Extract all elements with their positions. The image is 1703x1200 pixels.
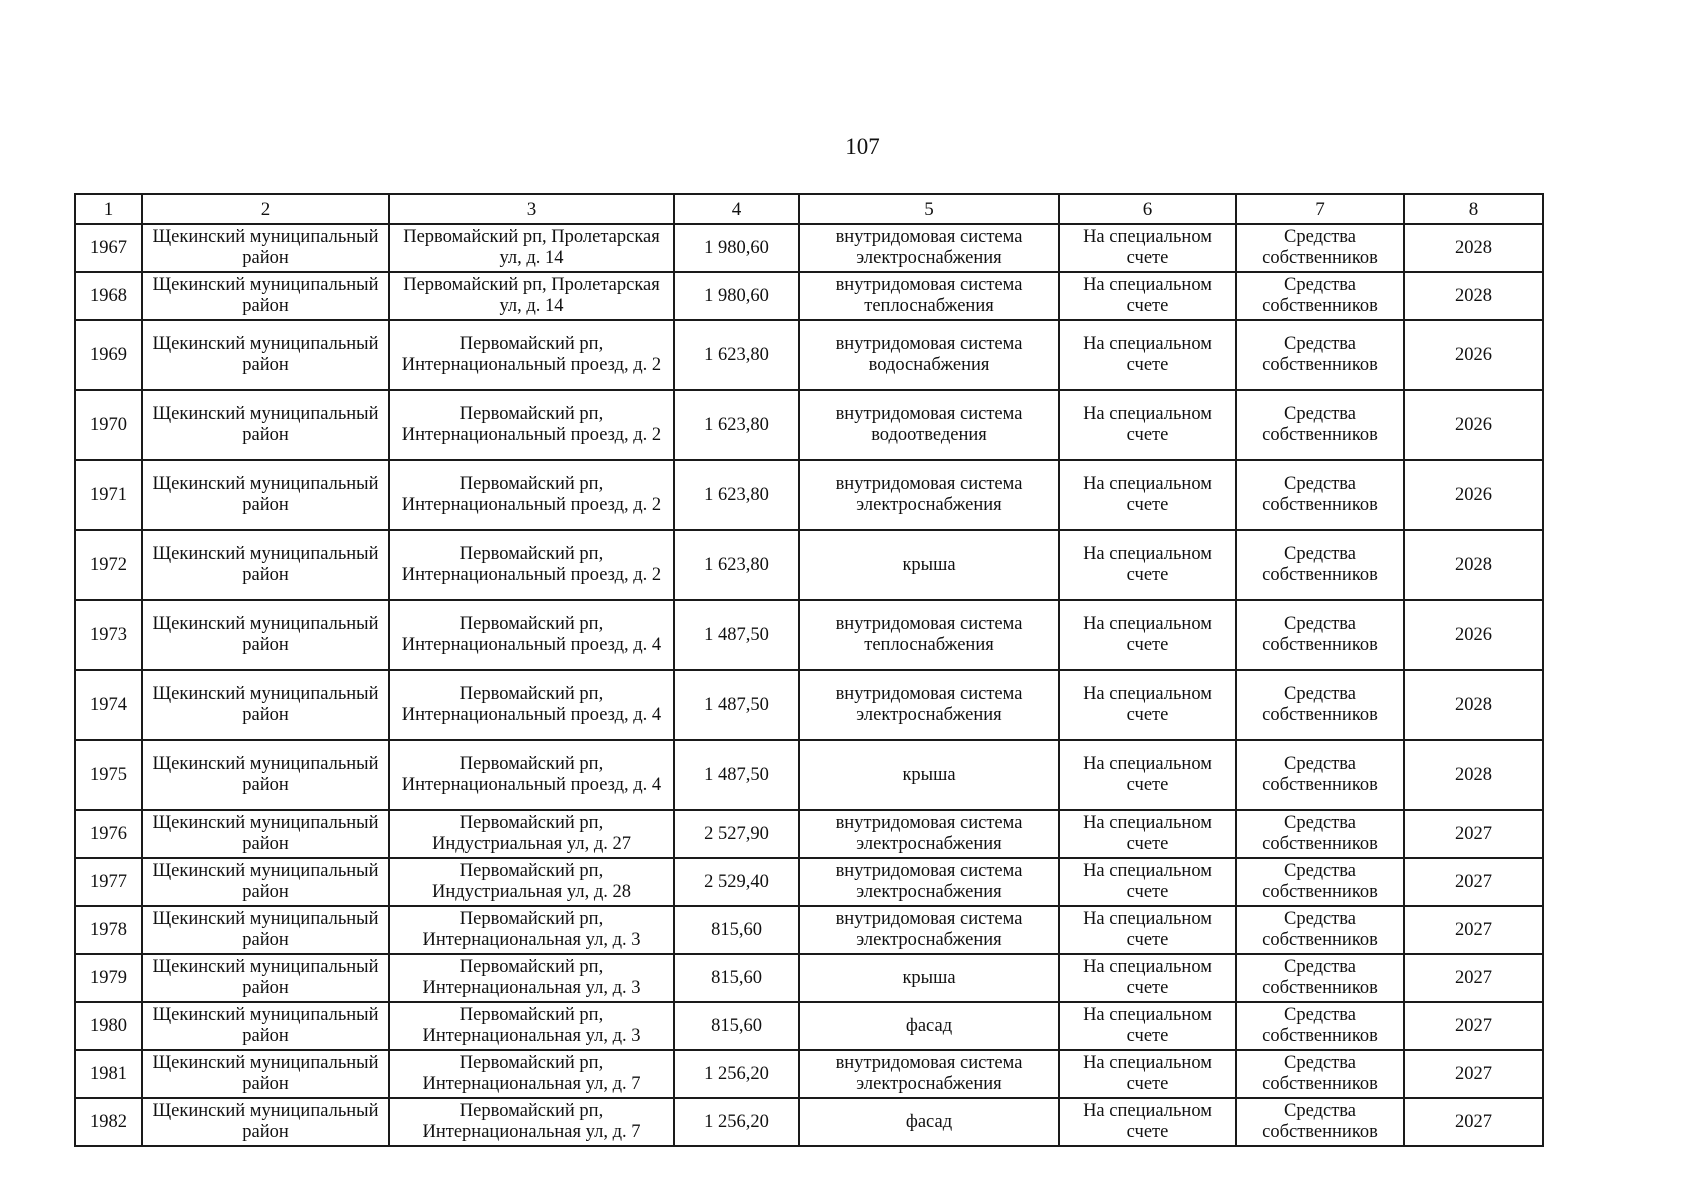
district-cell: Щекинский муниципальный район: [142, 740, 389, 810]
fund-method-cell: На специальном счете: [1059, 670, 1236, 740]
row-number-cell: 1976: [75, 810, 142, 858]
row-number-cell: 1974: [75, 670, 142, 740]
year-cell: 2027: [1404, 1002, 1543, 1050]
fund-method-cell: На специальном счете: [1059, 272, 1236, 320]
funding-source-cell: Средства собственников: [1236, 460, 1404, 530]
fund-method-cell: На специальном счете: [1059, 1098, 1236, 1146]
year-cell: 2026: [1404, 600, 1543, 670]
column-header: 1: [75, 194, 142, 224]
column-header: 2: [142, 194, 389, 224]
system-cell: фасад: [799, 1098, 1059, 1146]
funding-source-cell: Средства собственников: [1236, 954, 1404, 1002]
funding-source-cell: Средства собственников: [1236, 530, 1404, 600]
district-cell: Щекинский муниципальный район: [142, 390, 389, 460]
district-cell: Щекинский муниципальный район: [142, 1050, 389, 1098]
fund-method-cell: На специальном счете: [1059, 1050, 1236, 1098]
system-cell: крыша: [799, 530, 1059, 600]
row-number-cell: 1972: [75, 530, 142, 600]
table-row: [75, 1098, 1543, 1146]
address-cell: Первомайский рп, Интернациональная ул, д. 7: [389, 1098, 674, 1146]
table-row: [75, 858, 1543, 906]
address-cell: Первомайский рп, Интернациональный проезд, д. 4: [389, 740, 674, 810]
system-cell: крыша: [799, 740, 1059, 810]
address-cell: Первомайский рп, Интернациональный проезд, д. 4: [389, 670, 674, 740]
district-cell: Щекинский муниципальный район: [142, 530, 389, 600]
funding-source-cell: Средства собственников: [1236, 1050, 1404, 1098]
table-row: [75, 1050, 1543, 1098]
year-cell: 2026: [1404, 460, 1543, 530]
table-row: [75, 530, 1543, 600]
row-number-cell: 1973: [75, 600, 142, 670]
fund-method-cell: На специальном счете: [1059, 810, 1236, 858]
system-cell: внутридомовая система электроснабжения: [799, 460, 1059, 530]
row-number-cell: 1979: [75, 954, 142, 1002]
table-row: [75, 224, 1543, 272]
system-cell: внутридомовая система электроснабжения: [799, 670, 1059, 740]
system-cell: внутридомовая система водоснабжения: [799, 320, 1059, 390]
area-cell: 1 623,80: [674, 320, 799, 390]
row-number-cell: 1981: [75, 1050, 142, 1098]
system-cell: крыша: [799, 954, 1059, 1002]
row-number-cell: 1977: [75, 858, 142, 906]
area-cell: 1 623,80: [674, 530, 799, 600]
year-cell: 2028: [1404, 740, 1543, 810]
table-row: [75, 390, 1543, 460]
address-cell: Первомайский рп, Интернациональный проезд, д. 2: [389, 320, 674, 390]
system-cell: внутридомовая система электроснабжения: [799, 1050, 1059, 1098]
year-cell: 2028: [1404, 670, 1543, 740]
area-cell: 1 256,20: [674, 1050, 799, 1098]
district-cell: Щекинский муниципальный район: [142, 320, 389, 390]
district-cell: Щекинский муниципальный район: [142, 906, 389, 954]
row-number-cell: 1980: [75, 1002, 142, 1050]
district-cell: Щекинский муниципальный район: [142, 954, 389, 1002]
district-cell: Щекинский муниципальный район: [142, 810, 389, 858]
fund-method-cell: На специальном счете: [1059, 600, 1236, 670]
system-cell: фасад: [799, 1002, 1059, 1050]
fund-method-cell: На специальном счете: [1059, 460, 1236, 530]
fund-method-cell: На специальном счете: [1059, 1002, 1236, 1050]
table-row: [75, 600, 1543, 670]
district-cell: Щекинский муниципальный район: [142, 670, 389, 740]
district-cell: Щекинский муниципальный район: [142, 224, 389, 272]
address-cell: Первомайский рп, Интернациональная ул, д. 3: [389, 1002, 674, 1050]
address-cell: Первомайский рп, Индустриальная ул, д. 28: [389, 858, 674, 906]
funding-source-cell: Средства собственников: [1236, 224, 1404, 272]
area-cell: 2 529,40: [674, 858, 799, 906]
area-cell: 1 487,50: [674, 600, 799, 670]
column-header: 7: [1236, 194, 1404, 224]
address-cell: Первомайский рп, Индустриальная ул, д. 27: [389, 810, 674, 858]
year-cell: 2027: [1404, 954, 1543, 1002]
fund-method-cell: На специальном счете: [1059, 224, 1236, 272]
table-row: [75, 1002, 1543, 1050]
row-number-cell: 1975: [75, 740, 142, 810]
area-cell: 1 487,50: [674, 740, 799, 810]
table-row: [75, 670, 1543, 740]
row-number-cell: 1969: [75, 320, 142, 390]
year-cell: 2027: [1404, 858, 1543, 906]
column-header: 4: [674, 194, 799, 224]
fund-method-cell: На специальном счете: [1059, 740, 1236, 810]
district-cell: Щекинский муниципальный район: [142, 1002, 389, 1050]
year-cell: 2028: [1404, 530, 1543, 600]
table-row: [75, 906, 1543, 954]
fund-method-cell: На специальном счете: [1059, 858, 1236, 906]
area-cell: 1 623,80: [674, 460, 799, 530]
funding-source-cell: Средства собственников: [1236, 600, 1404, 670]
row-number-cell: 1971: [75, 460, 142, 530]
funding-source-cell: Средства собственников: [1236, 320, 1404, 390]
row-number-cell: 1978: [75, 906, 142, 954]
year-cell: 2028: [1404, 272, 1543, 320]
area-cell: 815,60: [674, 1002, 799, 1050]
district-cell: Щекинский муниципальный район: [142, 858, 389, 906]
address-cell: Первомайский рп, Интернациональная ул, д. 3: [389, 954, 674, 1002]
year-cell: 2026: [1404, 390, 1543, 460]
year-cell: 2027: [1404, 810, 1543, 858]
fund-method-cell: На специальном счете: [1059, 530, 1236, 600]
address-cell: Первомайский рп, Интернациональная ул, д. 7: [389, 1050, 674, 1098]
row-number-cell: 1970: [75, 390, 142, 460]
row-number-cell: 1982: [75, 1098, 142, 1146]
system-cell: внутридомовая система электроснабжения: [799, 858, 1059, 906]
year-cell: 2028: [1404, 224, 1543, 272]
system-cell: внутридомовая система водоотведения: [799, 390, 1059, 460]
district-cell: Щекинский муниципальный район: [142, 600, 389, 670]
system-cell: внутридомовая система электроснабжения: [799, 906, 1059, 954]
year-cell: 2027: [1404, 906, 1543, 954]
address-cell: Первомайский рп, Интернациональный проезд, д. 2: [389, 390, 674, 460]
table-body: [75, 224, 1543, 1146]
column-header: 8: [1404, 194, 1543, 224]
address-cell: Первомайский рп, Интернациональный проезд, д. 2: [389, 530, 674, 600]
fund-method-cell: На специальном счете: [1059, 320, 1236, 390]
district-cell: Щекинский муниципальный район: [142, 460, 389, 530]
address-cell: Первомайский рп, Интернациональный проезд, д. 4: [389, 600, 674, 670]
funding-source-cell: Средства собственников: [1236, 740, 1404, 810]
address-cell: Первомайский рп, Пролетарская ул, д. 14: [389, 224, 674, 272]
table-row: [75, 740, 1543, 810]
system-cell: внутридомовая система электроснабжения: [799, 224, 1059, 272]
funding-source-cell: Средства собственников: [1236, 1098, 1404, 1146]
address-cell: Первомайский рп, Интернациональный проезд, д. 2: [389, 460, 674, 530]
funding-source-cell: Средства собственников: [1236, 272, 1404, 320]
district-cell: Щекинский муниципальный район: [142, 272, 389, 320]
table-row: [75, 320, 1543, 390]
funding-source-cell: Средства собственников: [1236, 858, 1404, 906]
funding-source-cell: Средства собственников: [1236, 1002, 1404, 1050]
area-cell: 1 623,80: [674, 390, 799, 460]
table-row: [75, 460, 1543, 530]
fund-method-cell: На специальном счете: [1059, 954, 1236, 1002]
funding-source-cell: Средства собственников: [1236, 390, 1404, 460]
register-table: [74, 193, 1544, 1147]
area-cell: 1 256,20: [674, 1098, 799, 1146]
system-cell: внутридомовая система теплоснабжения: [799, 272, 1059, 320]
funding-source-cell: Средства собственников: [1236, 810, 1404, 858]
area-cell: 1 487,50: [674, 670, 799, 740]
header-row: [75, 194, 1543, 224]
fund-method-cell: На специальном счете: [1059, 906, 1236, 954]
column-header: 5: [799, 194, 1059, 224]
table-row: [75, 810, 1543, 858]
district-cell: Щекинский муниципальный район: [142, 1098, 389, 1146]
system-cell: внутридомовая система теплоснабжения: [799, 600, 1059, 670]
row-number-cell: 1968: [75, 272, 142, 320]
funding-source-cell: Средства собственников: [1236, 670, 1404, 740]
column-header: 3: [389, 194, 674, 224]
table-row: [75, 954, 1543, 1002]
year-cell: 2026: [1404, 320, 1543, 390]
fund-method-cell: На специальном счете: [1059, 390, 1236, 460]
table-row: [75, 272, 1543, 320]
system-cell: внутридомовая система электроснабжения: [799, 810, 1059, 858]
area-cell: 1 980,60: [674, 272, 799, 320]
year-cell: 2027: [1404, 1098, 1543, 1146]
year-cell: 2027: [1404, 1050, 1543, 1098]
funding-source-cell: Средства собственников: [1236, 906, 1404, 954]
area-cell: 2 527,90: [674, 810, 799, 858]
area-cell: 815,60: [674, 906, 799, 954]
row-number-cell: 1967: [75, 224, 142, 272]
column-header: 6: [1059, 194, 1236, 224]
table-header: [75, 194, 1543, 224]
address-cell: Первомайский рп, Пролетарская ул, д. 14: [389, 272, 674, 320]
area-cell: 815,60: [674, 954, 799, 1002]
area-cell: 1 980,60: [674, 224, 799, 272]
address-cell: Первомайский рп, Интернациональная ул, д. 3: [389, 906, 674, 954]
page-number: 107: [845, 134, 880, 159]
